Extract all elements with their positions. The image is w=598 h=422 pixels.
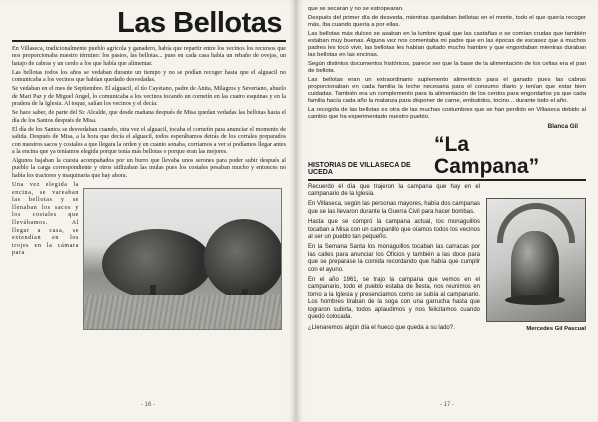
oak-tree-photo	[83, 188, 282, 330]
paragraph: Las bellotas más dulces se asaban en la lumbre igual que las castañas o se comían crudas que también estaban muy buenas. Alguna vez nos comentaba mi padre que en las épocas de escasez que a muchos padres les tocó vivir, las bellotas les habían quitado mucho hambre y que engordaban mientras duraban las bellotas en las encinas.	[308, 31, 586, 58]
paragraph: Se hace saber, de parte del Sr. Alcalde, que desde mañana después de Misa quedan vedadas las bellotas hasta el día de los Santos después de Misa.	[12, 110, 286, 124]
tree-crown	[204, 219, 282, 299]
paragraph: Las bellotas eran un extraordinario suplemento alimenticio para el ganado pues las cabras proporcionaban en cada familia la leche necesaria para el consumo diario y tenían que estar bien cuidadas. También era un complemento para la alimentación de los cerdos para engordarlos ya que cada familia hacía cada año la matanza para disponer de carne, embutidos, tocino... durante todo el año.	[308, 77, 586, 104]
closing-question: ¿Llenaremos algún día el hueco que queda a su lado?.	[308, 325, 455, 332]
paragraph: Se vedaban en el mes de Septiembre. El alguacil, el tío Cayetano, padre de Anita, Milagros y Severiano, abuelo de Mari Paz y de Miguel Angel, lo comunicaba a los vecinos tocando un cornetín en las cuatro esquinas y en la pradera de la Iglesia. Al toque, salían los vecinos y el decía:	[12, 86, 286, 108]
author-signature: Blanca Gil	[547, 123, 578, 130]
ground	[84, 295, 281, 329]
section-text	[308, 184, 480, 325]
paragraph: El día de los Santos se desvedaban cuando, otra vez el alguacil, tocaba el cornetín para anunciar el momento de salida. Después de Misa, a la hora que decía el alguacil, todos esperábamos detrás de los corrales preparados con nuestros sacos y costales a que llegara la orden y en cuanto sonaba, corríamos a ver si podíamos llegar antes a la encina que ya teníamos elegida porque tenía más bellotas o porque eran las mejores.	[12, 126, 286, 155]
bell-lip	[505, 295, 565, 305]
section-body	[308, 184, 586, 325]
title-divider	[12, 40, 286, 42]
paragraph: En el año 1961, se trajo la campana que vemos en el campanario, todo el pueblo estaba de fiesta, nos reunimos en torno a la Iglesia y presenciamos como se subía al campanario. Los hombres tiraban de la soga con una garrucha hasta que lograron subirla, todos aplaudimos y nos felicitamos cuando quedó colocada.	[308, 276, 480, 320]
paragraph: Según distintos documentos históricos, parece ser que la base de la alimentación de los celtas era el pan de bellota.	[308, 61, 586, 74]
page-title: Las Bellotas	[117, 7, 282, 39]
bell-photo	[486, 198, 586, 322]
author-signature-2: Mercedes Gil Pascual	[526, 326, 586, 333]
paragraph: La recogida de las bellotas es otra de las muchas costumbres que se han perdido en Villaseca debido al cambio que ha experimentado nuestro pueblo.	[308, 107, 586, 120]
paragraph: Hasta que se compró la campana actual, los monaguillos tocaban a Misa con un campanillo que oíamos todos los vecinos al ser un pueblo tan pequeño.	[308, 219, 480, 240]
left-page	[0, 0, 296, 422]
bell-icon	[511, 231, 559, 301]
section-header	[308, 134, 586, 178]
paragraph: Las bellotas todos los años se vedaban durante un tiempo y no se podían recoger hasta que el alguacil no comunicaba a los vecinos que habían quedado desvedadas.	[12, 69, 286, 84]
right-page	[296, 0, 598, 422]
paragraph: Algunos bajaban la cuesta acompañados por un burro que llevaba unos serones para poder subir después al pueblo la carga correspondiente y otros utilizaban las mulas pues los costales pesaban mucho y entonces no había los tractores y maquinaria que hay ahora.	[12, 158, 286, 179]
paragraph: Recuerdo el día que trajeron la campana que hay en el campanario de la Iglesia.	[308, 183, 480, 197]
section-subtitle: HISTORIAS DE VILLASECA DE UCEDA	[308, 162, 411, 176]
section-title: “La Campana”	[434, 133, 540, 178]
paragraph: En Villaseca, tradicionalmente pueblo agrícola y ganadero, había que repartir entre los vecinos los recursos que nos proporcionaba nuestro término: los pastos, las bellotas... pues en cada casa había un rebaño de ovejas, un hatajo de cabras y un cerdo a los que había que alimentar.	[12, 46, 286, 67]
page-number: - 17 -	[439, 402, 454, 408]
left-bottom-block	[12, 182, 286, 330]
paragraph: En la Semana Santa los monaguillos tocaban las carracas por las calles para anunciar los Oficios y también a las doce para que se preparase la comida recordando que había que cumplir con el ayuno.	[308, 244, 480, 273]
closing-line	[308, 324, 586, 332]
section-divider	[308, 179, 586, 181]
paragraph: Una vez elegida la encina, se vareaban las bellotas y se llenaban los sacos y los costales que llevábamos. Al llegar a casa, se extendían en los trojes en la cámara para	[12, 182, 79, 257]
page-number: - 16 -	[140, 402, 155, 408]
tree-crown	[102, 229, 212, 299]
paragraph: que se secaran y no se estropearan.	[308, 6, 404, 12]
paragraph: En Villaseca, según las personas mayores, había dos campanas que se las llevaron durante la Guerra Civil para hacer bombas.	[308, 201, 480, 215]
paragraph: Después del primer día de desveda, mientras quedaban bellotas en el monte, todo el que quería recoger más, iba cuando quería a por ellas.	[308, 15, 586, 28]
narrow-column	[12, 182, 79, 330]
